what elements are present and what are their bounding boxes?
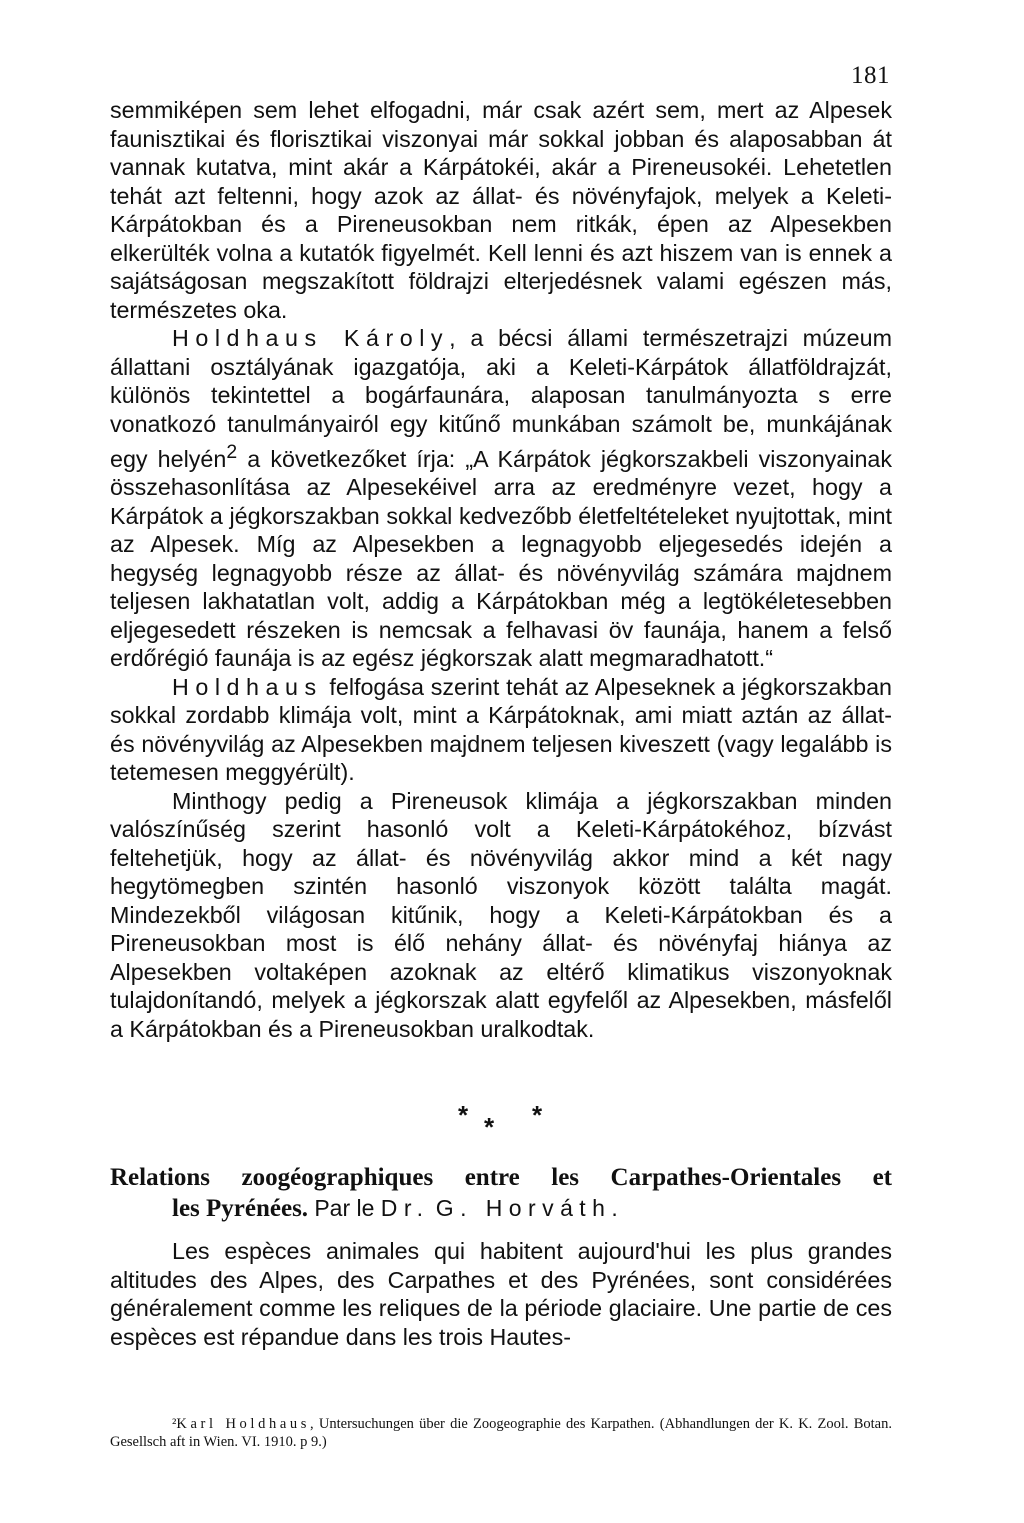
page-number: 181: [851, 62, 890, 89]
title-line-2: les Pyrénées.: [172, 1195, 309, 1222]
asterisk: *: [532, 1100, 543, 1130]
author-title: Dr.: [380, 1195, 430, 1221]
title-word: entre: [464, 1164, 520, 1191]
author-name-holdhaus-karoly: Holdhaus Károly: [172, 325, 450, 351]
french-section-title: [110, 1163, 892, 1224]
paragraph-3-text: felfogása szerint tehát az Alpeseknek a jégkorszakban sokkal zordabb klimája volt, mint a Kárpátoknak, ami miatt aztán az állat- és növényvilág az Alpesekben majdnem teljesen kiveszett (vagy legalább is tetemesen meggyérült).: [110, 673, 892, 786]
french-paragraph-1: Les espèces animales qui habitent aujourd'hui les plus grandes altitudes des Alpes, des Carpathes et des Pyrénées, sont considérées généralement comme les reliques de la période glaciaire. Une partie de ces espèces est répandue dans les trois Hautes-: [110, 1238, 892, 1350]
footnote-marker: ²: [172, 1416, 177, 1432]
title-word: zoogéographiques: [241, 1164, 434, 1191]
asterisk: *: [484, 1112, 495, 1142]
footnote: [110, 1415, 892, 1451]
paragraph-3: [110, 673, 892, 787]
paragraph-2: [110, 324, 892, 673]
paragraph-1: semmiképen sem lehet elfogadni, már csak azért sem, mert az Alpesek faunisztikai és florisztikai viszonyai már sokkal jobban és alaposabban át vannak kutatva, mint akár a Kárpátokéi, akár a Pireneusokéi. Lehetetlen tehát azt feltenni, hogy azok az állat- és növényfajok, melyek a Keleti-Kárpátokban és a Pireneusokban nem ritkák, épen az Alpesekben elkerülték volna a kutatók figyelmét. Kell lenni és azt hiszem van is ennek a sajátságosan megszakított földrajzi elterjedésnek valami egészen más, természetes oka.: [110, 97, 892, 323]
footnote-text: , Untersuchungen über die Zoogeographie des Karpathen. (Abhandlungen der K. K. Zool. Botan. Gesellsch aft in Wien. VI. 1910. p 9.): [110, 1416, 892, 1450]
footnote-reference: 2: [226, 441, 238, 463]
title-word: et: [872, 1164, 892, 1191]
title-word: Relations: [110, 1164, 210, 1191]
author-prefix: Par le: [314, 1195, 381, 1221]
paragraph-2-text-b: a következőket írja: „A Kárpátok jégkorszakbeli viszonyainak összehasonlítása az Alpesekéivel arra az eredményre vezet, hogy a Kárpátok a jégkorszakban sokkal kedvezőbb életfeltételeket nyujtottak, mint az Alpesek. Míg az Alpesekben a legnagyobb eljegesedés idején a hegység legnagyobb része az állat- és növényvilág számára majdnem teljesen lakhatatlan volt, addig a Kárpátokban még a legtökéletesebben eljegesedett részeken is nemcsak a felhavasi öv faunája, hanem a felső erdőrégió faunája is az egész jégkorszak alatt megmaradhatott.“: [110, 445, 893, 672]
hungarian-body-text: [110, 96, 892, 1043]
section-separator: [440, 1100, 580, 1140]
author-name: G. Horváth.: [435, 1195, 625, 1221]
french-body-text: [110, 1237, 892, 1351]
title-word: les: [551, 1164, 580, 1191]
french-title-line-1: [110, 1163, 892, 1193]
author-name-holdhaus: Holdhaus: [172, 673, 323, 700]
title-word: Carpathes-Orientales: [610, 1164, 842, 1191]
paragraph-4: Minthogy pedig a Pireneusok klimája a jégkorszakban minden valószínűség szerint hasonló volt a Keleti-Kárpátokéhoz, bízvást feltehetjük, hogy az állat- és növényvilág akkor mind a két nagy hegytömegben szintén hasonló viszonyok között találta magát. Mindezekből világosan kitűnik, hogy a Keleti-Kárpátokban és a Pireneusokban most is élő nehány állat- és növényfaj hiánya az Alpesekben voltaképen azoknak az eltérő klimatikus viszonyoknak tulajdonítandó, melyek a jégkorszak alatt egyfelől az Alpesekben, másfelől a Kárpátokban és a Pireneusokban uralkodtak.: [110, 787, 892, 1042]
footnote-author: Karl Holdhaus: [176, 1416, 311, 1432]
asterisk: *: [458, 1100, 469, 1130]
paragraph-2-text-a: , a bécsi állami természetrajzi múzeum állattani osztályának igazgatója, aki a Keleti-Kárpátok állatföldrajzát, különös tekintettel a bogárfaunára, alaposan tanulmányozta s erre vonatkozó tanulmányairól egy kitűnő munkában számolt be, munkájának egy helyén: [110, 325, 892, 472]
french-title-line-2: [110, 1193, 892, 1224]
